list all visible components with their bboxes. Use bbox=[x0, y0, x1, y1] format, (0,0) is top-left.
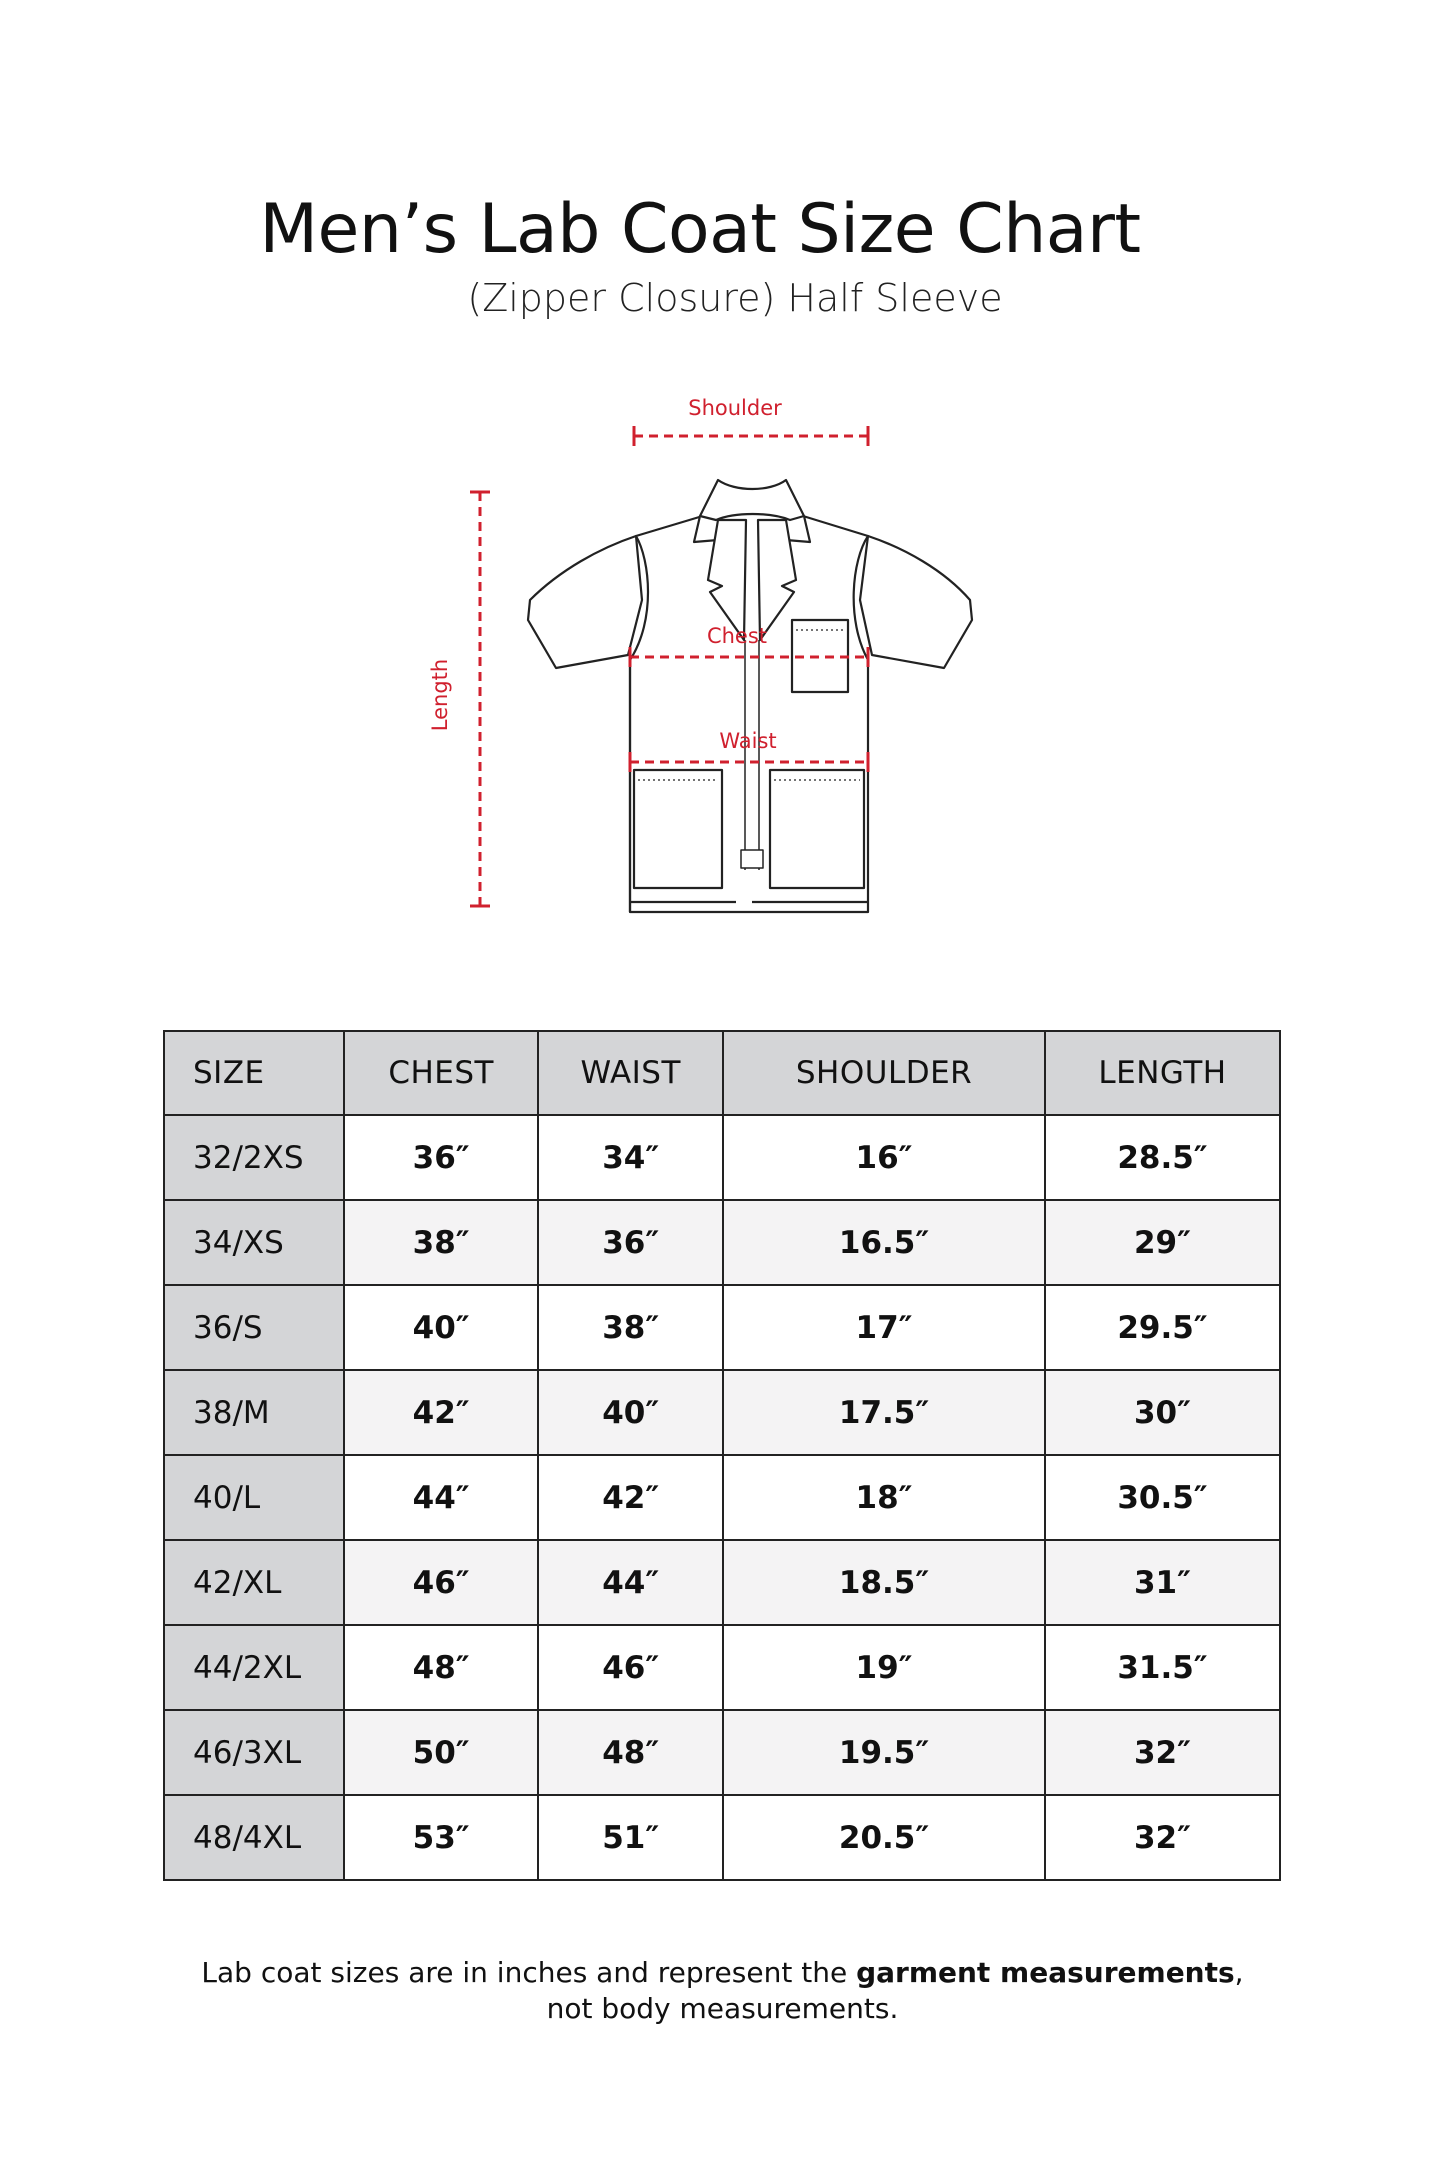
footnote-line2: not body measurements. bbox=[546, 1992, 899, 2025]
cell-size: 48/4XL bbox=[164, 1795, 344, 1880]
cell-waist: 36″ bbox=[538, 1200, 723, 1285]
cell-size: 34/XS bbox=[164, 1200, 344, 1285]
lab-coat-diagram bbox=[0, 0, 1445, 960]
cell-waist: 38″ bbox=[538, 1285, 723, 1370]
header-chest: CHEST bbox=[344, 1031, 538, 1115]
size-chart-table bbox=[163, 1030, 1281, 1881]
cell-shoulder: 18″ bbox=[723, 1455, 1045, 1540]
shoulder-label: Shoulder bbox=[688, 396, 782, 420]
table-row bbox=[164, 1540, 1280, 1625]
cell-chest: 48″ bbox=[344, 1625, 538, 1710]
cell-waist: 42″ bbox=[538, 1455, 723, 1540]
cell-shoulder: 19.5″ bbox=[723, 1710, 1045, 1795]
header-shoulder: SHOULDER bbox=[723, 1031, 1045, 1115]
footnote-text: Lab coat sizes are in inches and represent the bbox=[201, 1956, 857, 1989]
chest-label: Chest bbox=[706, 624, 768, 648]
cell-shoulder: 19″ bbox=[723, 1625, 1045, 1710]
cell-length: 29.5″ bbox=[1045, 1285, 1280, 1370]
cell-size: 38/M bbox=[164, 1370, 344, 1455]
cell-shoulder: 16.5″ bbox=[723, 1200, 1045, 1285]
cell-waist: 40″ bbox=[538, 1370, 723, 1455]
cell-shoulder: 17.5″ bbox=[723, 1370, 1045, 1455]
table-row bbox=[164, 1200, 1280, 1285]
table-row bbox=[164, 1370, 1280, 1455]
cell-length: 30.5″ bbox=[1045, 1455, 1280, 1540]
cell-waist: 51″ bbox=[538, 1795, 723, 1880]
table-body bbox=[164, 1115, 1280, 1880]
cell-length: 28.5″ bbox=[1045, 1115, 1280, 1200]
cell-chest: 40″ bbox=[344, 1285, 538, 1370]
table-row bbox=[164, 1455, 1280, 1540]
table-row bbox=[164, 1115, 1280, 1200]
header-length: LENGTH bbox=[1045, 1031, 1280, 1115]
cell-shoulder: 16″ bbox=[723, 1115, 1045, 1200]
lab-coat-illustration bbox=[528, 480, 972, 912]
cell-length: 31″ bbox=[1045, 1540, 1280, 1625]
length-label: Length bbox=[428, 658, 452, 732]
page-title: Men’s Lab Coat Size Chart bbox=[259, 190, 1141, 269]
cell-chest: 42″ bbox=[344, 1370, 538, 1455]
table-header-row bbox=[164, 1031, 1280, 1115]
footnote-comma: , bbox=[1234, 1956, 1244, 1989]
cell-size: 36/S bbox=[164, 1285, 344, 1370]
cell-length: 30″ bbox=[1045, 1370, 1280, 1455]
cell-chest: 44″ bbox=[344, 1455, 538, 1540]
cell-chest: 53″ bbox=[344, 1795, 538, 1880]
cell-waist: 46″ bbox=[538, 1625, 723, 1710]
cell-waist: 44″ bbox=[538, 1540, 723, 1625]
cell-shoulder: 20.5″ bbox=[723, 1795, 1045, 1880]
cell-shoulder: 17″ bbox=[723, 1285, 1045, 1370]
footnote bbox=[0, 1955, 1445, 2027]
cell-length: 29″ bbox=[1045, 1200, 1280, 1285]
cell-size: 46/3XL bbox=[164, 1710, 344, 1795]
cell-length: 31.5″ bbox=[1045, 1625, 1280, 1710]
cell-chest: 38″ bbox=[344, 1200, 538, 1285]
cell-chest: 46″ bbox=[344, 1540, 538, 1625]
header-size: SIZE bbox=[164, 1031, 344, 1115]
waist-label: Waist bbox=[719, 729, 777, 753]
page-subtitle: (Zipper Closure) Half Sleeve bbox=[467, 276, 1003, 320]
cell-size: 44/2XL bbox=[164, 1625, 344, 1710]
cell-waist: 34″ bbox=[538, 1115, 723, 1200]
table-row bbox=[164, 1625, 1280, 1710]
cell-size: 40/L bbox=[164, 1455, 344, 1540]
header-waist: WAIST bbox=[538, 1031, 723, 1115]
cell-size: 32/2XS bbox=[164, 1115, 344, 1200]
table-row bbox=[164, 1285, 1280, 1370]
cell-chest: 50″ bbox=[344, 1710, 538, 1795]
table-row bbox=[164, 1795, 1280, 1880]
cell-waist: 48″ bbox=[538, 1710, 723, 1795]
cell-length: 32″ bbox=[1045, 1795, 1280, 1880]
footnote-bold: garment measurements bbox=[856, 1956, 1235, 1989]
cell-size: 42/XL bbox=[164, 1540, 344, 1625]
cell-chest: 36″ bbox=[344, 1115, 538, 1200]
table-row bbox=[164, 1710, 1280, 1795]
cell-shoulder: 18.5″ bbox=[723, 1540, 1045, 1625]
cell-length: 32″ bbox=[1045, 1710, 1280, 1795]
